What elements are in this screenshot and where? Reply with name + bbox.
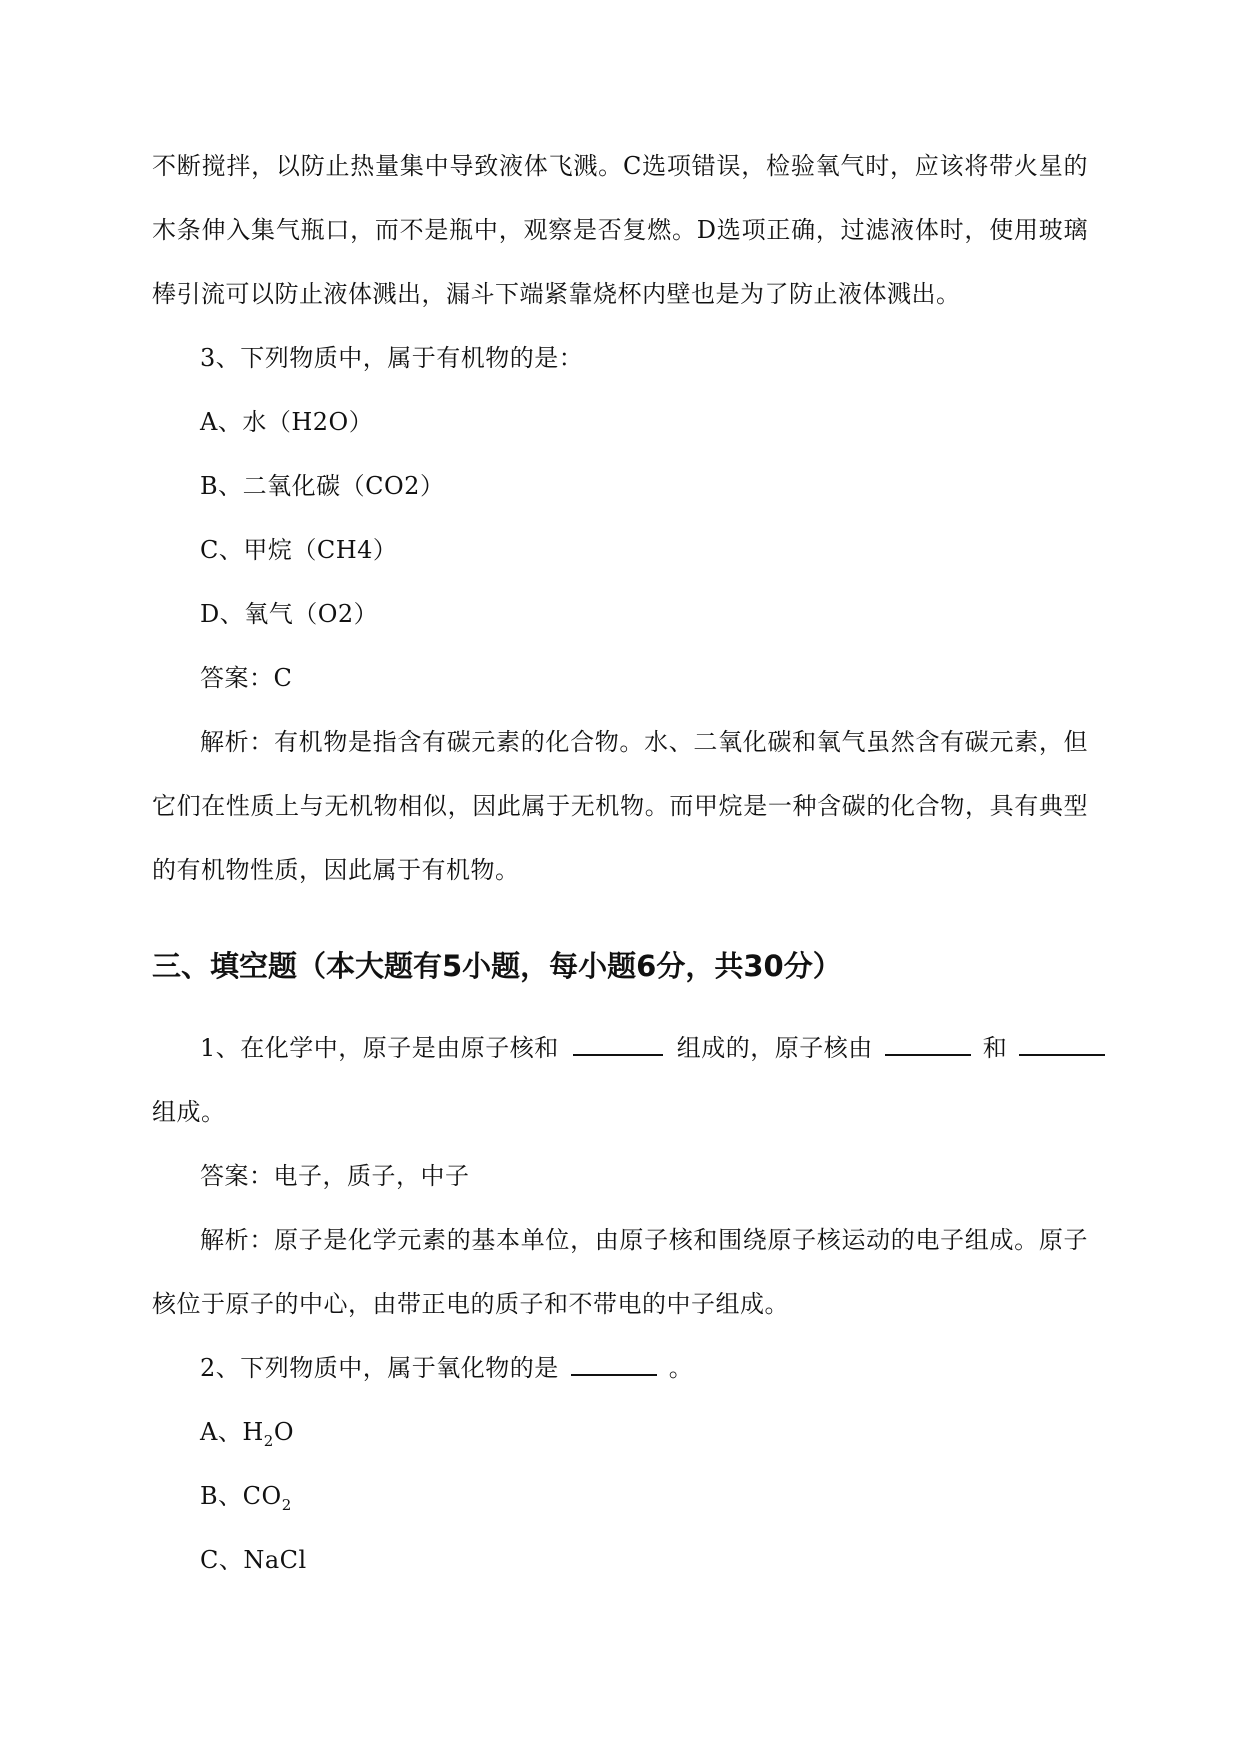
question-3-analysis-line-2: 它们在性质上与无机物相似，因此属于无机物。而甲烷是一种含碳的化合物，具有典型 <box>152 792 1088 820</box>
fill-2-text-end: 。 <box>668 1354 694 1382</box>
section-heading-fill-in: 三、填空题（本大题有5小题，每小题6分，共30分） <box>152 949 842 983</box>
question-3-option-a: A、水（H2O） <box>200 408 374 436</box>
question-3-analysis-line-3: 的有机物性质，因此属于有机物。 <box>152 856 520 884</box>
fill-2-option-a-suffix: O <box>273 1418 294 1446</box>
question-3-option-b: B、二氧化碳（CO2） <box>200 472 445 500</box>
fill-2-option-a-prefix: A、H <box>200 1418 264 1446</box>
prev-analysis-line-1: 不断搅拌，以防止热量集中导致液体飞溅。C选项错误，检验氧气时，应该将带火星的 <box>152 152 1088 180</box>
fill-1-stem <box>200 1032 1117 1064</box>
fill-1-text-1: 1、在化学中，原子是由原子核和 <box>200 1034 559 1062</box>
fill-2-stem <box>200 1352 693 1384</box>
question-3-analysis-line-1: 解析：有机物是指含有碳元素的化合物。水、二氧化碳和氧气虽然含有碳元素，但 <box>200 728 1088 756</box>
question-3-stem: 3、下列物质中，属于有机物的是： <box>200 344 584 372</box>
fill-2-blank <box>571 1352 657 1376</box>
fill-1-analysis-line-1: 解析：原子是化学元素的基本单位，由原子核和围绕原子核运动的电子组成。原子 <box>200 1226 1088 1254</box>
fill-2-option-b-subscript: 2 <box>281 1495 292 1514</box>
prev-analysis-line-3: 棒引流可以防止液体溅出，漏斗下端紧靠烧杯内壁也是为了防止液体溅出。 <box>152 280 961 308</box>
fill-2-option-a-subscript: 2 <box>263 1431 274 1450</box>
prev-analysis-line-2: 木条伸入集气瓶口，而不是瓶中，观察是否复燃。D选项正确，过滤液体时，使用玻璃 <box>152 216 1088 244</box>
fill-2-text: 2、下列物质中，属于氧化物的是 <box>200 1354 559 1382</box>
question-3-answer: 答案：C <box>200 664 293 692</box>
question-3-option-d: D、氧气（O2） <box>200 600 379 628</box>
fill-1-analysis-line-2: 核位于原子的中心，由带正电的质子和不带电的中子组成。 <box>152 1290 789 1318</box>
fill-1-stem-line-2: 组成。 <box>152 1098 226 1126</box>
fill-2-option-a <box>200 1416 294 1448</box>
fill-1-blank-3 <box>1019 1032 1105 1056</box>
question-3-option-c: C、甲烷（CH4） <box>200 536 398 564</box>
fill-1-blank-2 <box>885 1032 971 1056</box>
fill-2-option-c: C、NaCl <box>200 1546 307 1574</box>
fill-1-answer: 答案：电子，质子，中子 <box>200 1162 470 1190</box>
fill-2-option-b <box>200 1480 292 1512</box>
fill-1-text-3: 和 <box>982 1034 1008 1062</box>
fill-2-option-b-prefix: B、CO <box>200 1482 282 1510</box>
fill-1-blank-1 <box>573 1032 663 1056</box>
fill-1-text-2: 组成的，原子核由 <box>676 1034 873 1062</box>
